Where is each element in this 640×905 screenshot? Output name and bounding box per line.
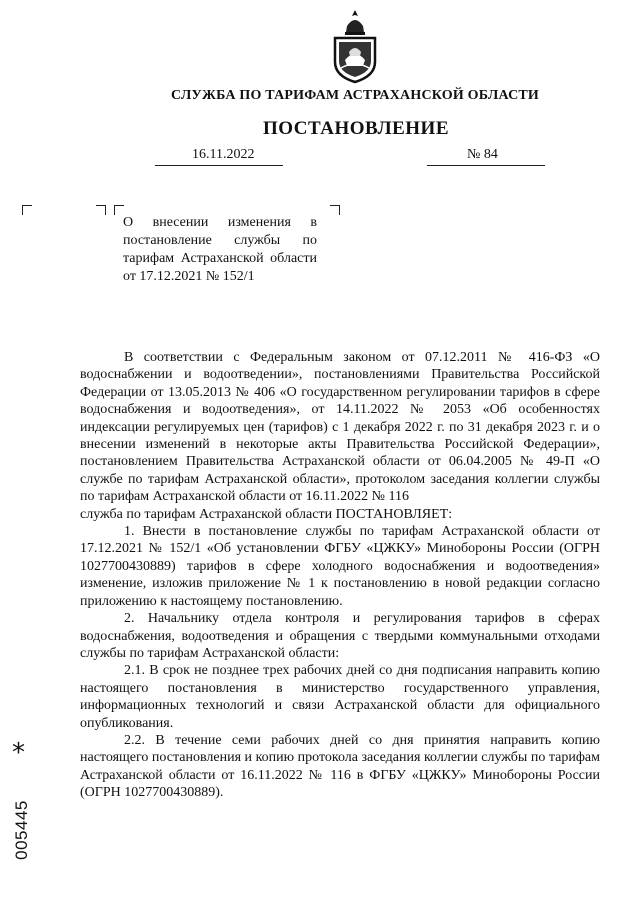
document-body bbox=[80, 349, 600, 802]
margin-serial-number bbox=[8, 800, 38, 860]
clause-1: 1. Внести в постановление службы по тарифам Астраханской области от 17.12.2021 № 152/1 «Об установлении ФГБУ «ЦЖКУ» Минобороны России (ОГРН 1027700430889) тарифов в сфере холодного водоснабжения и водоотведения» изменение, изложив приложение № 1 к постановлению в новой редакции согласно приложению к настоящему постановлению. bbox=[80, 524, 600, 609]
preamble-paragraph: В соответствии с Федеральным законом от 07.12.2011 № 416-ФЗ «О водоснабжении и водоотведении», постановлениями Правительства Российской Федерации от 13.05.2013 № 406 «О государственном регулировании тарифов в сфере водоснабжения и водоотведения», от 14.11.2022 № 2053 «Об особенностях индексации регулируемых цен (тарифов) с 1 декабря 2022 г. по 31 декабря 2023 г. и о внесении изменений в некоторые акты Правительства Российской Федерации», постановлением Правительства Астраханской области от 06.04.2005 № 49-П «О службе по тарифам Астраханской области», протоколом заседания коллегии службы по тарифам Астраханской области от 16.11.2022 № 116 bbox=[80, 350, 600, 505]
corner-mark bbox=[330, 205, 340, 215]
document-date-field bbox=[155, 149, 283, 166]
corner-mark bbox=[22, 205, 32, 215]
document-date: 16.11.2022 bbox=[192, 147, 255, 162]
document-subject: О внесении изменения в постановление службы по тарифам Астраханской области от 17.12.2021 № 152/1 bbox=[123, 215, 317, 284]
clause-2-2: 2.2. В течение семи рабочих дней со дня принятия направить копию настоящего постановления и копию протокола заседания коллегии службы по тарифам Астраханской области от 16.11.2022 № 116 в ФГБУ «ЦЖКУ» Минобороны России (ОГРН 1027700430889). bbox=[80, 732, 600, 801]
margin-asterisk: * bbox=[12, 738, 25, 768]
resolution-line: служба по тарифам Астраханской области ПОСТАНОВЛЯЕТ: bbox=[80, 506, 453, 522]
corner-mark bbox=[96, 205, 106, 215]
document-number-field bbox=[427, 149, 545, 166]
coat-of-arms-icon bbox=[331, 8, 379, 84]
clause-2: 2. Начальнику отдела контроля и регулирования тарифов в сферах водоснабжения, водоотведения и обращения с твердыми коммунальными отходами службы по тарифам Астраханской области: bbox=[80, 611, 600, 661]
document-number: № 84 bbox=[467, 147, 498, 162]
serial-number-text: 005445 bbox=[11, 800, 31, 860]
agency-name: СЛУЖБА ПО ТАРИФАМ АСТРАХАНСКОЙ ОБЛАСТИ bbox=[170, 88, 540, 103]
document-type-title: ПОСТАНОВЛЕНИЕ bbox=[262, 118, 450, 139]
clause-2-1: 2.1. В срок не позднее трех рабочих дней со дня подписания направить копию настоящего постановления в министерство государственного управления, информационных технологий и связи Астраханской области для официального опубликования. bbox=[80, 663, 600, 731]
